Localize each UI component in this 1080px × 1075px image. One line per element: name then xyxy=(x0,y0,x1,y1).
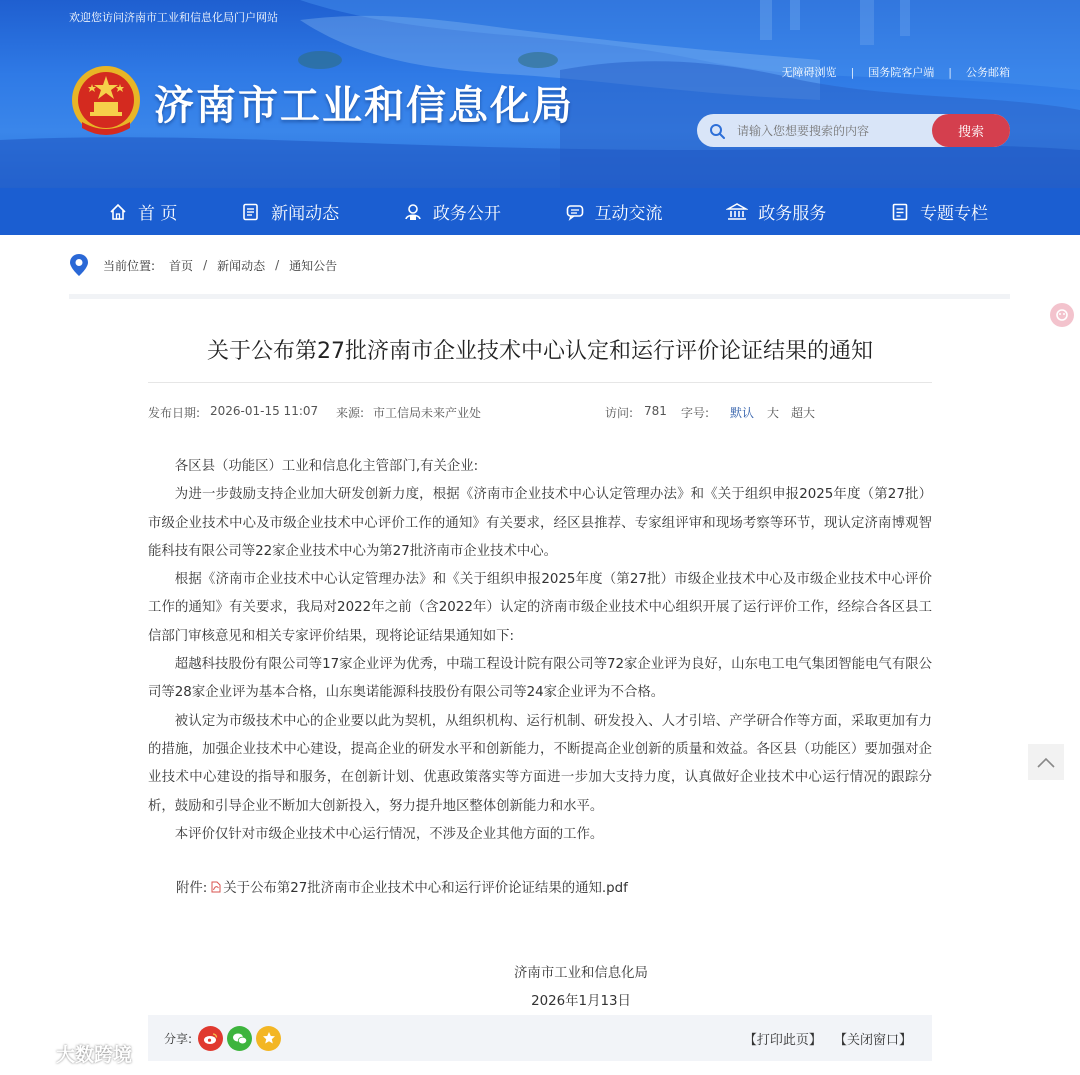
top-links xyxy=(782,64,1010,80)
breadcrumb-notices[interactable]: 通知公告 xyxy=(289,258,338,273)
breadcrumb xyxy=(69,253,337,277)
article-paragraph: 根据《济南市企业技术中心认定管理办法》和《关于组织申报2025年度（第27批）市级企业技术中心及市级企业技术中心评价工作的通知》有关要求，我局对2022年之前（含2022年）认定的济南市级企业技术中心组织开展了运行评价工作，经综合各区县工信部门审核意见和相关专家评价结果，现将论证结果通知如下: xyxy=(148,572,932,644)
floating-assistant-icon[interactable] xyxy=(1050,303,1074,327)
news-icon xyxy=(241,202,261,222)
nav-item-open-gov[interactable] xyxy=(403,188,501,235)
search-icon xyxy=(697,114,737,147)
attachment xyxy=(176,877,628,896)
share-label: 分享: xyxy=(164,1031,193,1046)
watermark-logo-icon xyxy=(8,1041,52,1067)
breadcrumb-home[interactable]: 首页 xyxy=(169,258,194,273)
watermark xyxy=(8,1040,132,1067)
service-icon xyxy=(726,202,748,222)
nav-item-home[interactable] xyxy=(108,188,177,235)
nav-label: 专题专栏 xyxy=(920,204,988,224)
topic-icon xyxy=(890,202,910,222)
national-emblem-icon xyxy=(70,64,142,140)
site-title: 济南市工业和信息化局 xyxy=(154,83,574,129)
breadcrumb-separator: / xyxy=(275,258,280,272)
search-box xyxy=(697,114,1010,147)
article-title: 关于公布第27批济南市企业技术中心认定和运行评价论证结果的通知 xyxy=(207,339,873,364)
search-button[interactable]: 搜索 xyxy=(932,114,1010,147)
nav-label: 新闻动态 xyxy=(271,204,340,224)
search-input[interactable] xyxy=(737,124,932,138)
welcome-text: 欢迎您访问济南市工业和信息化局门户网站 xyxy=(69,11,278,24)
state-council-client-link[interactable]: 国务院客户端 xyxy=(868,66,935,79)
nav-label: 政务服务 xyxy=(758,204,827,224)
accessibility-link[interactable]: 无障碍浏览 xyxy=(781,66,837,79)
article-paragraph: 本评价仅针对市级企业技术中心运行情况，不涉及企业其他方面的工作。 xyxy=(174,826,604,842)
article-body xyxy=(148,453,932,849)
weibo-share-icon[interactable] xyxy=(198,1026,223,1051)
breadcrumb-label: 当前位置: xyxy=(103,258,156,273)
print-page-button[interactable]: 【打印此页】 xyxy=(743,1033,822,1048)
nav-label: 互动交流 xyxy=(594,204,663,224)
wechat-share-icon[interactable] xyxy=(227,1026,252,1051)
article-paragraph: 各区县（功能区）工业和信息化主管部门,有关企业: xyxy=(174,459,479,474)
article-paragraph: 被认定为市级技术中心的企业要以此为契机，从组织机构、运行机制、研发投入、人才引培、产学研合作等方面，采取更加有力的措施，加强企业技术中心建设，提高企业的研发水平和创新能力，不断提高企业创新的质量和效益。各区县（功能区）要加强对企业技术中心建设的指导和服务，在创新计划、优惠政策落实等方面进一步加大支持力度，认真做好企业技术中心运行情况的跟踪分析，鼓励和引导企业不断加大创新投入，努力提升地区整体创新能力和水平。 xyxy=(148,713,932,814)
nav-item-news[interactable] xyxy=(241,188,339,235)
chat-icon xyxy=(565,202,585,222)
nav-item-interaction[interactable] xyxy=(565,188,663,235)
nav-item-services[interactable] xyxy=(726,188,826,235)
divider: | xyxy=(850,65,855,79)
attachment-link[interactable]: 关于公布第27批济南市企业技术中心和运行评价论证结果的通知.pdf xyxy=(223,881,628,896)
page-actions xyxy=(736,1029,912,1048)
watermark-text: 大数跨境 xyxy=(56,1044,133,1066)
signature-date: 2026年1月13日 xyxy=(531,994,631,1009)
attachment-label: 附件: xyxy=(176,881,208,896)
font-size-label: 字号: xyxy=(681,406,710,420)
source-label: 来源: xyxy=(336,406,365,420)
qzone-share-icon[interactable] xyxy=(256,1026,281,1051)
home-icon xyxy=(108,202,128,222)
visits-count: 781 xyxy=(644,404,667,418)
signature-org: 济南市工业和信息化局 xyxy=(514,966,648,981)
title-divider xyxy=(148,382,932,383)
location-pin-icon xyxy=(69,253,89,277)
source-value: 市工信局未来产业处 xyxy=(373,406,482,420)
article-paragraph: 为进一步鼓励支持企业加大研发创新力度，根据《济南市企业技术中心认定管理办法》和《关于组织申报2025年度（第27批）市级企业技术中心及市级企业技术中心评价工作的通知》有关要求，经区县推荐、专家组评审和现场考察等环节，现认定济南博观智能科技有限公司等22家企业技术中心为第27批济南市企业技术中心。 xyxy=(148,487,932,559)
font-size-xlarge[interactable]: 超大 xyxy=(791,406,816,420)
nav-label: 首 页 xyxy=(138,204,178,224)
publish-date: 2026-01-15 11:07 xyxy=(210,404,319,418)
official-mail-link[interactable]: 公务邮箱 xyxy=(966,66,1010,79)
visits-label: 访问: xyxy=(605,406,634,420)
back-to-top-button[interactable] xyxy=(1028,744,1064,780)
breadcrumb-divider xyxy=(69,294,1010,299)
share-bar xyxy=(148,1015,932,1061)
font-size-large[interactable]: 大 xyxy=(767,406,780,420)
breadcrumb-news[interactable]: 新闻动态 xyxy=(217,258,266,273)
chevron-up-icon xyxy=(1036,756,1056,768)
nav-label: 政务公开 xyxy=(432,204,501,224)
publish-date-label: 发布日期: xyxy=(148,406,201,420)
open-gov-icon xyxy=(403,202,423,222)
main-nav xyxy=(0,188,1080,235)
site-header xyxy=(0,0,1080,188)
article-meta xyxy=(148,404,932,422)
font-size-default[interactable]: 默认 xyxy=(730,406,755,420)
nav-item-topics[interactable] xyxy=(890,188,988,235)
article-paragraph: 超越科技股份有限公司等17家企业评为优秀，中瑞工程设计院有限公司等72家企业评为良好，山东电工电气集团智能电气有限公司等28家企业评为基本合格，山东奥诺能源科技股份有限公司等24家企业评为不合格。 xyxy=(148,657,932,701)
pdf-file-icon xyxy=(211,881,221,893)
divider: | xyxy=(948,65,952,79)
breadcrumb-separator: / xyxy=(203,258,208,272)
close-window-button[interactable]: 【关闭窗口】 xyxy=(833,1033,912,1048)
